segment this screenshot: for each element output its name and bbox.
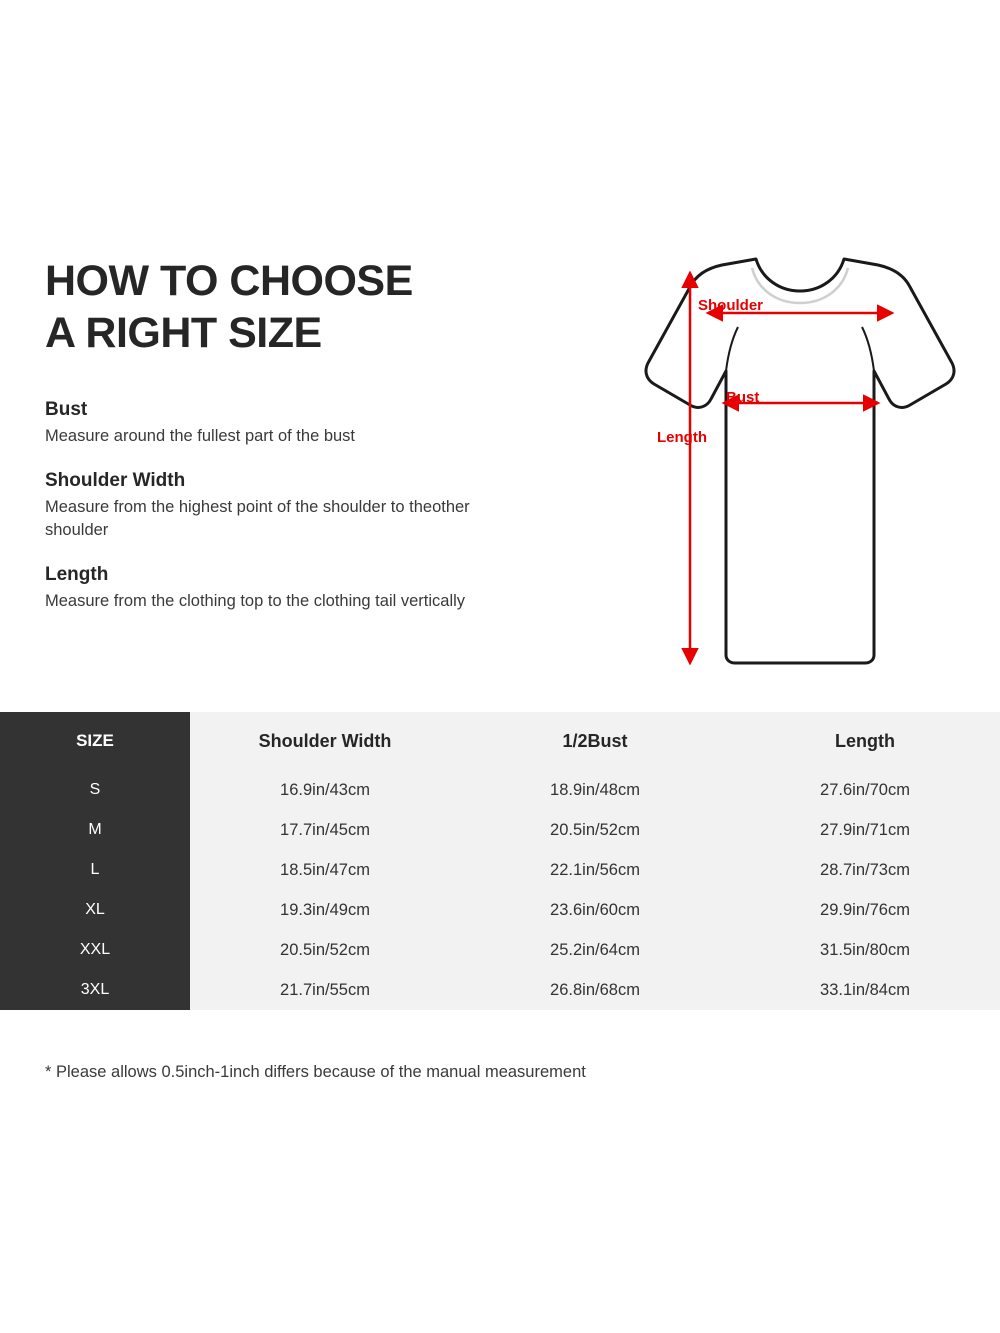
cell-half-bust: 23.6in/60cm [460, 890, 730, 930]
table-row [0, 770, 1000, 810]
cell-length: 27.9in/71cm [730, 810, 1000, 850]
cell-shoulder-width: 21.7in/55cm [190, 970, 460, 1010]
cell-length: 29.9in/76cm [730, 890, 1000, 930]
definition-bust-term: Bust [45, 399, 88, 420]
tshirt-diagram [500, 235, 980, 695]
table-header-row [0, 712, 1000, 770]
cell-size: M [0, 810, 190, 850]
column-header-half-bust: 1/2Bust [460, 712, 730, 770]
bust-dimension-label: Bust [726, 389, 760, 406]
cell-length: 33.1in/84cm [730, 970, 1000, 1010]
definition-length-description: Measure from the clothing top to the clothing tail vertically [45, 592, 466, 610]
cell-length: 27.6in/70cm [730, 770, 1000, 810]
measurement-instructions [45, 255, 475, 613]
cell-shoulder-width: 18.5in/47cm [190, 850, 460, 890]
table-head [0, 712, 1000, 770]
definition-bust [45, 399, 475, 448]
cell-shoulder-width: 17.7in/45cm [190, 810, 460, 850]
page-title-line-1: HOW TO CHOOSE [45, 257, 413, 305]
cell-size: L [0, 850, 190, 890]
table-row [0, 970, 1000, 1010]
definition-shoulder-width-term: Shoulder Width [45, 470, 186, 491]
table-row [0, 890, 1000, 930]
table-row [0, 850, 1000, 890]
cell-half-bust: 20.5in/52cm [460, 810, 730, 850]
cell-half-bust: 25.2in/64cm [460, 930, 730, 970]
size-chart-table [0, 712, 1000, 1010]
cell-size: 3XL [0, 970, 190, 1010]
cell-shoulder-width: 19.3in/49cm [190, 890, 460, 930]
cell-shoulder-width: 16.9in/43cm [190, 770, 460, 810]
cell-length: 31.5in/80cm [730, 930, 1000, 970]
column-header-size: SIZE [0, 712, 190, 770]
definition-shoulder-width [45, 470, 475, 542]
definition-bust-description: Measure around the fullest part of the bust [45, 427, 356, 445]
shoulder-dimension-label: Shoulder [698, 297, 764, 314]
definition-length [45, 564, 475, 613]
page-title-line-2: A RIGHT SIZE [45, 309, 322, 357]
cell-half-bust: 18.9in/48cm [460, 770, 730, 810]
cell-length: 28.7in/73cm [730, 850, 1000, 890]
cell-half-bust: 22.1in/56cm [460, 850, 730, 890]
column-header-length: Length [730, 712, 1000, 770]
length-dimension-label: Length [657, 429, 707, 446]
cell-shoulder-width: 20.5in/52cm [190, 930, 460, 970]
column-header-shoulder-width: Shoulder Width [190, 712, 460, 770]
cell-size: S [0, 770, 190, 810]
table-row [0, 810, 1000, 850]
definition-shoulder-width-description: Measure from the highest point of the shoulder to theother shoulder [45, 498, 470, 539]
definition-length-term: Length [45, 564, 109, 585]
cell-size: XXL [0, 930, 190, 970]
cell-half-bust: 26.8in/68cm [460, 970, 730, 1010]
table-body [0, 770, 1000, 1010]
page-title [45, 255, 475, 359]
measurement-footnote: * Please allows 0.5inch-1inch differs because of the manual measurement [45, 1063, 586, 1081]
table-row [0, 930, 1000, 970]
size-chart-table-wrapper [0, 712, 1000, 1032]
cell-size: XL [0, 890, 190, 930]
